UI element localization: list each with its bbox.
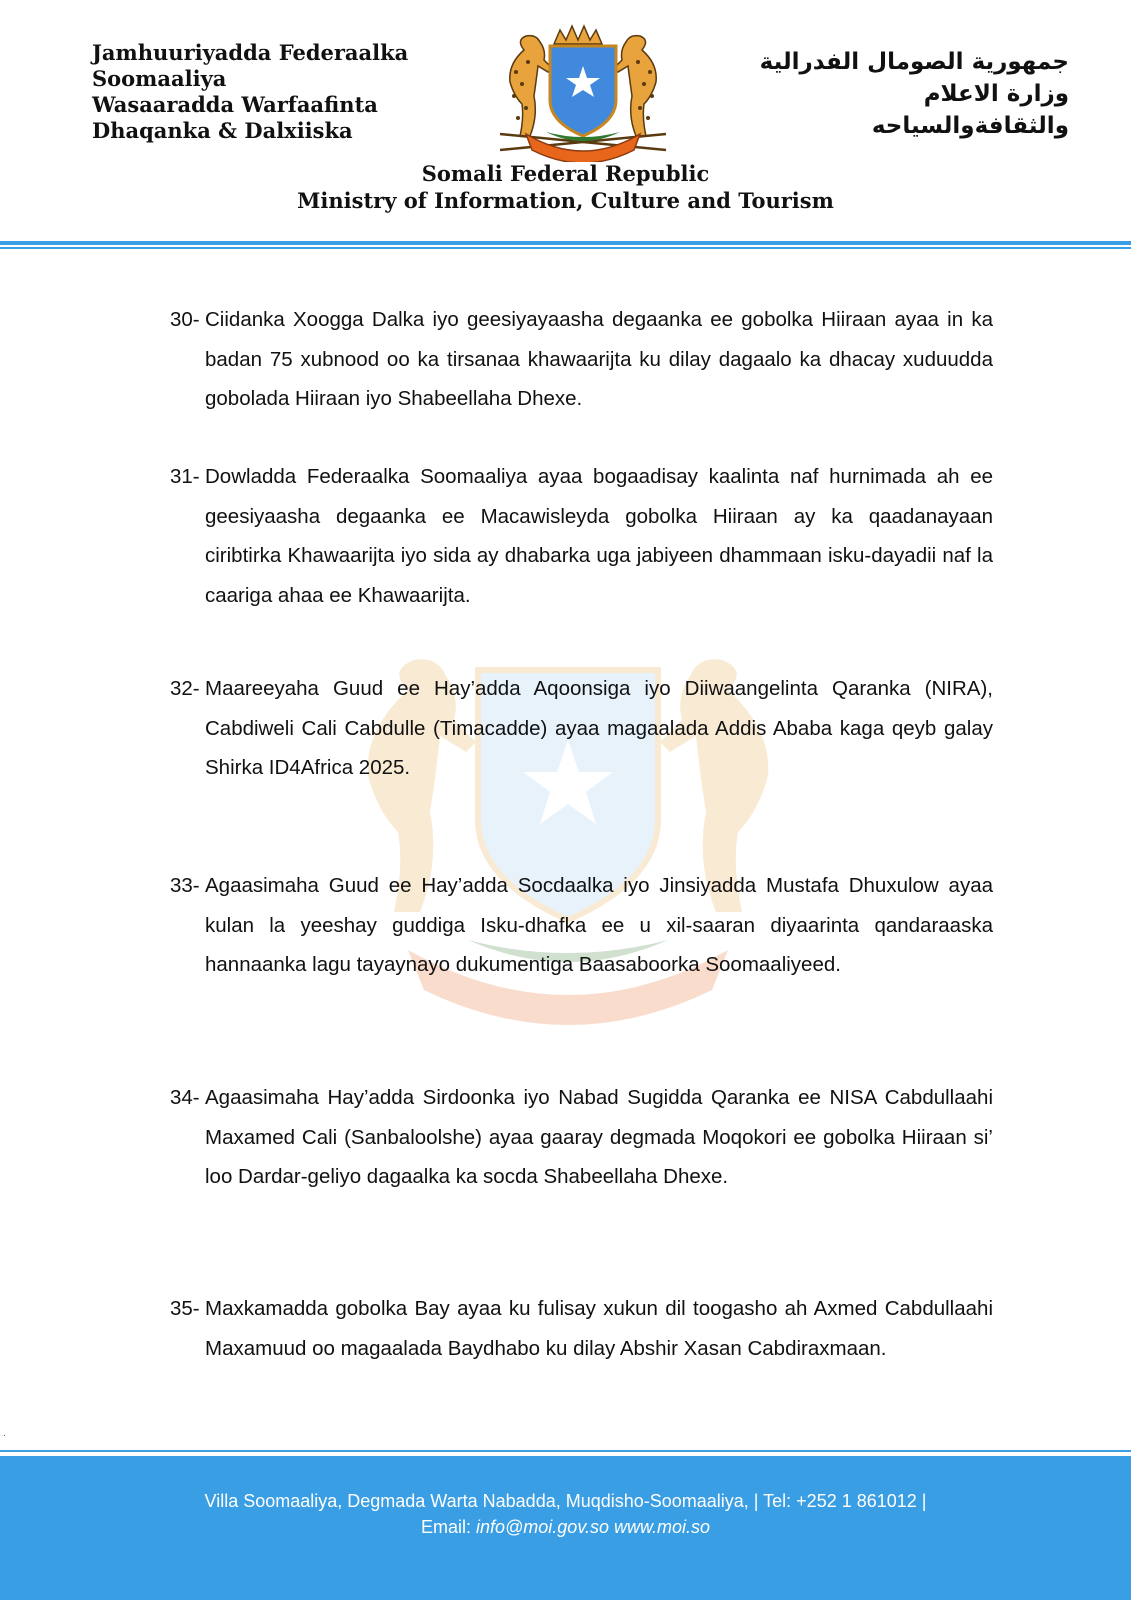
item-text: Maxkamadda gobolka Bay ayaa ku fulisay xukun dil toogasho ah Axmed Cabdullaahi Maxamuud oo magaalada Baydhabo ku dilay Abshir Xasan Cabdiraxmaan. bbox=[205, 1297, 993, 1360]
header-left-line: Dhaqanka & Dalxiiska bbox=[92, 118, 353, 143]
item-number: 32- bbox=[170, 677, 200, 700]
header-somali-name bbox=[92, 40, 408, 144]
header-arabic-name bbox=[760, 46, 1069, 142]
item-text: Dowladda Federaalka Soomaaliya ayaa bogaadisay kaalinta naf hurnimada ah ee geesiyaasha degaanka ee Macawisleyda gobolka Hiiraan ay ka qaadanayaan ciribtirka Khawaarijta iyo sida ay dhabarka uga jabiyeen dhammaan isku-dayadii naf la caariga ahaa ee Khawaarijta. bbox=[205, 465, 993, 607]
header-center-line: Ministry of Information, Culture and Tourism bbox=[297, 188, 834, 213]
footer-address: Villa Soomaaliya, Degmada Warta Nabadda, Muqdisho-Soomaaliya, | Tel: +252 1 861012 | bbox=[204, 1491, 927, 1511]
item-number: 31- bbox=[170, 465, 200, 488]
header-english-name bbox=[0, 160, 1131, 214]
list-item bbox=[170, 300, 993, 419]
item-text: Agaasimaha Guud ee Hay’adda Socdaalka iyo Jinsiyadda Mustafa Dhuxulow ayaa kulan la yeeshay guddiga Isku-dhafka ee u xil-saaran diyaarinta qandaraaska hannaanka lagu tayaynayo dukumentiga Baasaboorka Soomaaliyeed. bbox=[205, 874, 993, 976]
item-number: 34- bbox=[170, 1086, 200, 1109]
header-divider-thin bbox=[0, 247, 1131, 249]
header-left-line: Soomaaliya bbox=[92, 66, 227, 91]
header-divider bbox=[0, 241, 1131, 245]
header-left-line: Jamhuuriyadda Federaalka bbox=[92, 40, 409, 65]
list-item bbox=[170, 1078, 993, 1197]
footer-email-label: Email: bbox=[420, 1517, 471, 1537]
list-item bbox=[170, 457, 993, 615]
stray-mark: . bbox=[3, 1428, 6, 1439]
header-center-line: Somali Federal Republic bbox=[421, 161, 710, 186]
footer-divider bbox=[0, 1450, 1131, 1452]
header-right-line: جمهورية الصومال الفدرالية bbox=[759, 49, 1069, 75]
header-right-line: والثقافةوالسياحه bbox=[871, 113, 1069, 139]
item-number: 35- bbox=[170, 1297, 200, 1320]
footer-contact bbox=[0, 1514, 1131, 1540]
item-number: 33- bbox=[170, 874, 200, 897]
item-text: Maareeyaha Guud ee Hay’adda Aqoonsiga iyo Diiwaangelinta Qaranka (NIRA), Cabdiweli Cali Cabdulle (Timacadde) ayaa magaalada Addis Ababa kaga qeyb galay Shirka ID4Africa 2025. bbox=[205, 677, 993, 779]
item-text: Agaasimaha Hay’adda Sirdoonka iyo Nabad Sugidda Qaranka ee NISA Cabdullaahi Maxamed Cali (Sanbaloolshe) ayaa gaaray degmada Moqokori ee gobolka Hiiraan si’ loo Dardar-geliyo dagaalka ka socda Shabeellaha Dhexe. bbox=[205, 1086, 993, 1188]
footer bbox=[0, 1456, 1131, 1600]
list-item bbox=[170, 1289, 993, 1368]
header-left-line: Wasaaradda Warfaafinta bbox=[92, 92, 378, 117]
list-item bbox=[170, 866, 993, 985]
list-item bbox=[170, 669, 993, 788]
somali-coat-of-arms-icon bbox=[486, 22, 680, 162]
item-number: 30- bbox=[170, 308, 200, 331]
footer-email-link[interactable]: info@moi.gov.so www.moi.so bbox=[476, 1517, 711, 1537]
item-text: Ciidanka Xoogga Dalka iyo geesiyayaasha degaanka ee gobolka Hiiraan ayaa in ka badan 75 xubnood oo ka tirsanaa khawaarijta ku dilay dagaalo ka dhacay xuduudda gobolada Hiiraan iyo Shabeellaha Dhexe. bbox=[205, 308, 993, 410]
header-right-line: وزارة الاعلام bbox=[923, 81, 1069, 107]
